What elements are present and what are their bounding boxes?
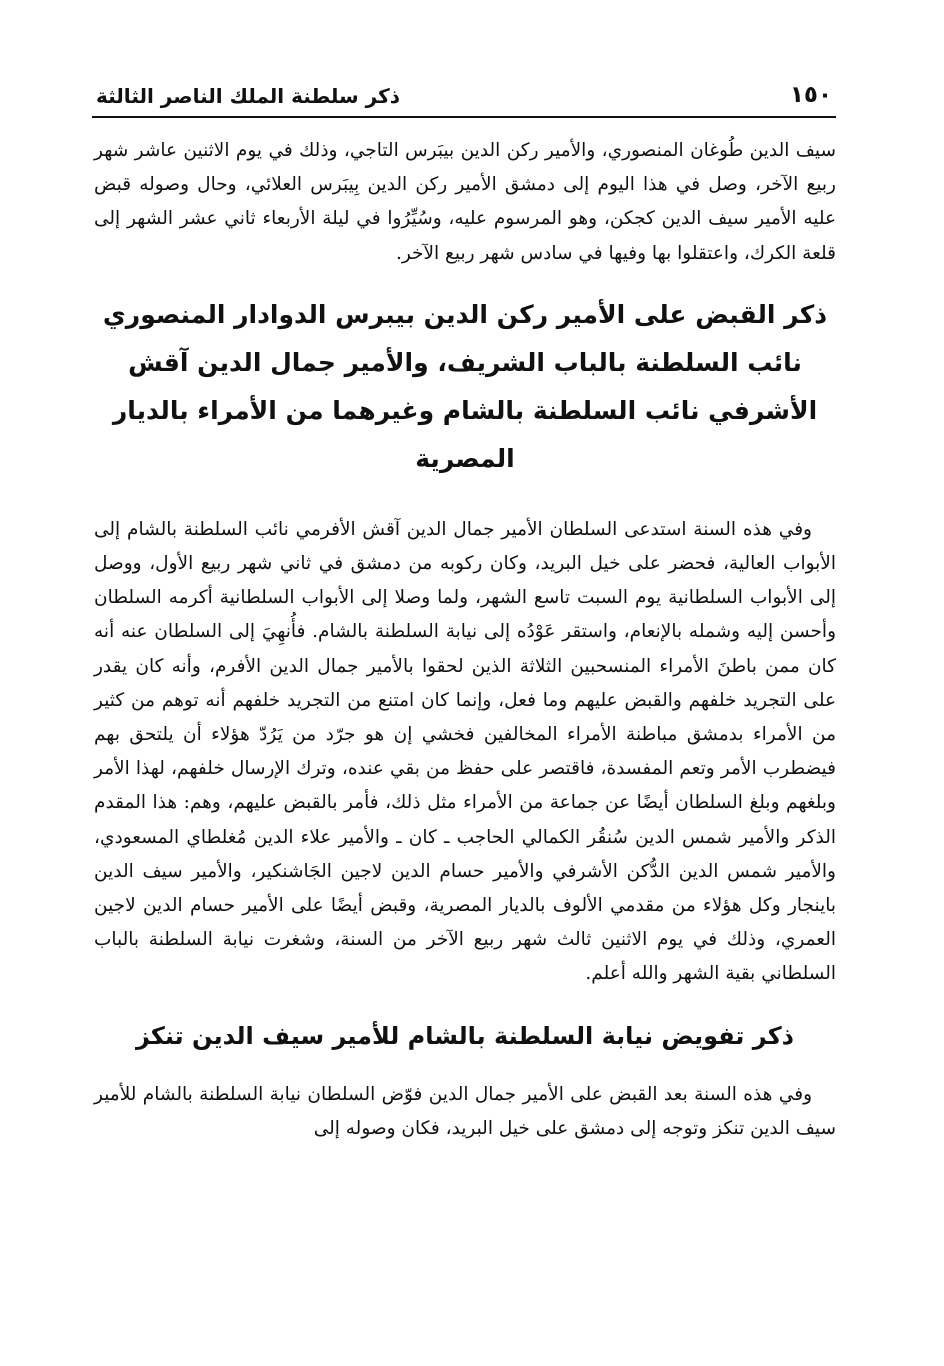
paragraph-3: وفي هذه السنة بعد القبض على الأمير جمال الدين فوّض السلطان نيابة السلطنة بالشام للأمير سيف الدين تنكز وتوجه إلى دمشق على خيل البريد، فكان وصوله إلى [94,1083,836,1139]
page-content [94,134,836,1146]
paragraph-2: وفي هذه السنة استدعى السلطان الأمير جمال الدين آقش الأفرمي نائب السلطنة بالشام إلى الأبواب العالية، فحضر على خيل البريد، وكان ركوبه من دمشق في ثاني شهر ربيع الأول، ووصل إلى الأبواب السلطانية يوم السبت تاسع الشهر، ولما وصلا إلى الأبواب السلطانية أكرمه السلطان وأحسن إليه وشمله بالإنعام، واستقر عَوْدُه إلى نيابة السلطنة بالشام. فأُنهِيَ إلى السلطان عنه أنه كان ممن باطنَ الأمراء المنسحبين الثلاثة الذين لحقوا بالأمير جمال الدين الأفرم، وأنه كان يقدر على التجريد خلفهم والقبض عليهم وما فعل، وإنما كان امتنع من التجريد خلفهم أنه توهم من كثير من الأمراء بدمشق مباطنة الأمراء المخالفين فخشي إن هو جرّد من يَرُدّ هؤلاء أن يلتحق بهم فيضطرب الأمر وتعم المفسدة، فاقتصر على حفظ من بقي عنده، وترك الإرسال خلفهم، لهذا الأمر وبلغهم وبلغ السلطان أيضًا عن جماعة من الأمراء مثل ذلك، فأمر بالقبض عليهم، وهم: هذا المقدم الذكر والأمير شمس الدين سُنقُر الكمالي الحاجب ـ كان ـ والأمير علاء الدين مُغلطاي المسعودي، والأمير شمس الدين الدُّكن الأشرفي والأمير حسام الدين لاجين الجَاشنكير، والأمير سيف الدين باينجار وكل هؤلاء من مقدمي الألوف بالديار المصرية، وقبض أيضًا على الأمير حسام الدين لاجين العمري، وذلك في يوم الاثنين ثالث شهر ربيع الآخر من السنة، وشغرت نيابة السلطنة بالباب السلطاني بقية الشهر والله أعلم. [94,518,836,985]
chapter-heading-delegation: ذكر تفويض نيابة السلطنة بالشام للأمير سيف الدين تنكز [136,1021,794,1050]
page-number: ١٥٠ [789,82,832,108]
running-title: ذكر سلطنة الملك الناصر الثالثة [96,84,401,108]
running-header [92,78,836,118]
chapter-heading-arrest: ذكر القبض على الأمير ركن الدين بيبرس الدوادار المنصوري نائب السلطنة بالباب الشريف، والأمير جمال الدين آقش الأشرفي نائب السلطنة بالشام وغيرهما من الأمراء بالديار المصرية [102,299,828,473]
paragraph-1: سيف الدين طُوغان المنصوري، والأمير ركن الدين بيبَرس التاجي، وذلك في يوم الاثنين عاشر شهر ربيع الآخر، وصل في هذا اليوم إلى دمشق الأمير ركن الدين بِيبَرس العلائي، وحال وصوله قبض عليه الأمير سيف الدين كجكن، وهو المرسوم عليه، وسُيِّرُوا في ليلة الأربعاء ثاني عشر الشهر إلى قلعة الكرك، واعتقلوا بها وفيها في سادس شهر ربيع الآخر. [94,140,836,264]
